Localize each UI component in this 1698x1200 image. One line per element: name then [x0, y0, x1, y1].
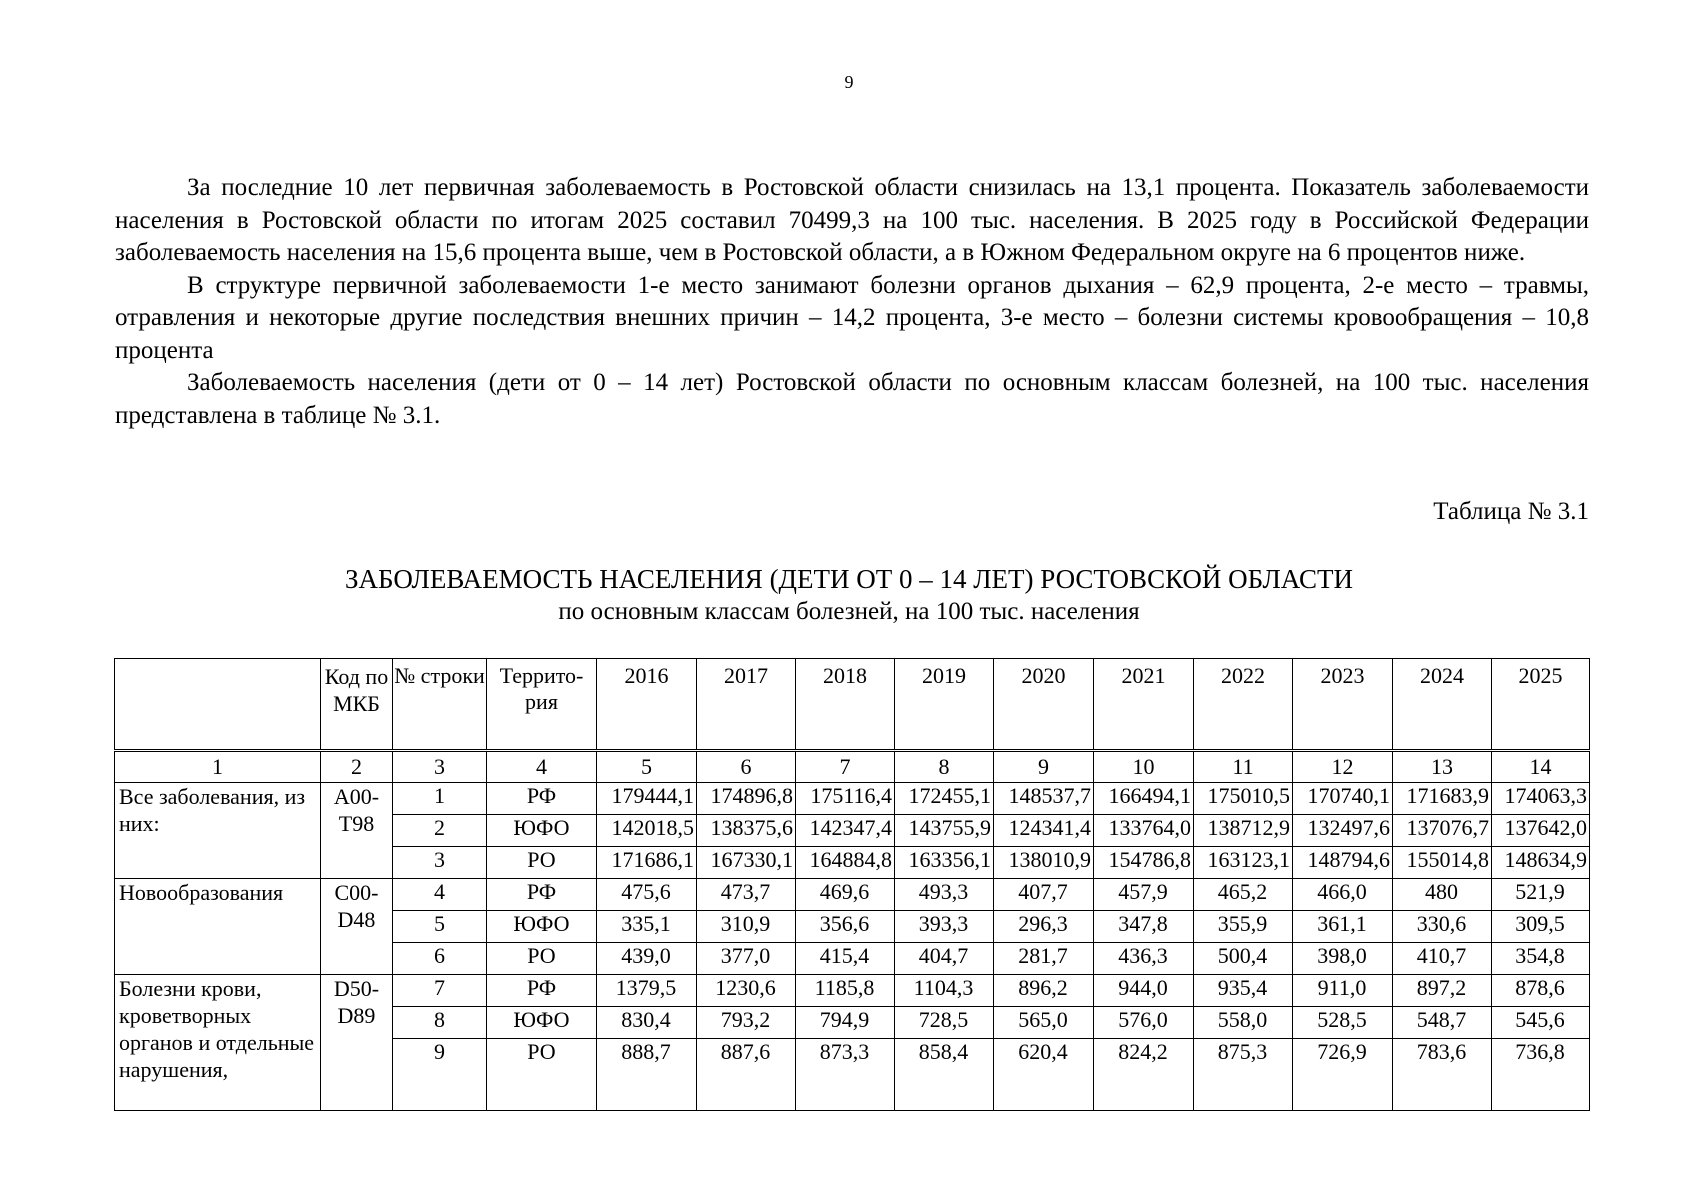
value-cell: 138010,9: [994, 847, 1094, 879]
value-cell: 154786,8: [1094, 847, 1194, 879]
row-number: 9: [393, 1039, 487, 1111]
value-cell: 783,6: [1393, 1039, 1492, 1111]
column-number: 9: [994, 751, 1094, 783]
icd-code: A00-T98: [321, 783, 393, 879]
header-cell: № строки: [393, 659, 487, 751]
value-cell: 500,4: [1194, 943, 1293, 975]
value-cell: 875,3: [1194, 1039, 1293, 1111]
value-cell: 137076,7: [1393, 815, 1492, 847]
value-cell: 335,1: [597, 911, 697, 943]
column-number: 12: [1293, 751, 1393, 783]
value-cell: 281,7: [994, 943, 1094, 975]
territory: РО: [487, 847, 597, 879]
value-cell: 565,0: [994, 1007, 1094, 1039]
value-cell: 143755,9: [895, 815, 994, 847]
value-cell: 465,2: [1194, 879, 1293, 911]
value-cell: 355,9: [1194, 911, 1293, 943]
value-cell: 545,6: [1492, 1007, 1590, 1039]
value-cell: 296,3: [994, 911, 1094, 943]
value-cell: 148634,9: [1492, 847, 1590, 879]
value-cell: 138375,6: [697, 815, 796, 847]
value-cell: 175116,4: [796, 783, 895, 815]
value-cell: 167330,1: [697, 847, 796, 879]
value-cell: 475,6: [597, 879, 697, 911]
value-cell: 137642,0: [1492, 815, 1590, 847]
icd-code: C00-D48: [321, 879, 393, 975]
value-cell: 528,5: [1293, 1007, 1393, 1039]
value-cell: 858,4: [895, 1039, 994, 1111]
table-body: [115, 783, 1590, 1111]
column-number: 10: [1094, 751, 1194, 783]
value-cell: 493,3: [895, 879, 994, 911]
value-cell: 728,5: [895, 1007, 994, 1039]
value-cell: 171686,1: [597, 847, 697, 879]
value-cell: 171683,9: [1393, 783, 1492, 815]
value-cell: 163123,1: [1194, 847, 1293, 879]
value-cell: 377,0: [697, 943, 796, 975]
territory: ЮФО: [487, 815, 597, 847]
header-cell: 2017: [697, 659, 796, 751]
column-number: 7: [796, 751, 895, 783]
value-cell: 164884,8: [796, 847, 895, 879]
value-cell: 830,4: [597, 1007, 697, 1039]
territory: ЮФО: [487, 911, 597, 943]
column-number: 11: [1194, 751, 1293, 783]
value-cell: 944,0: [1094, 975, 1194, 1007]
value-cell: 888,7: [597, 1039, 697, 1111]
value-cell: 911,0: [1293, 975, 1393, 1007]
value-cell: 457,9: [1094, 879, 1194, 911]
value-cell: 175010,5: [1194, 783, 1293, 815]
value-cell: 469,6: [796, 879, 895, 911]
value-cell: 155014,8: [1393, 847, 1492, 879]
column-number: 8: [895, 751, 994, 783]
value-cell: 142018,5: [597, 815, 697, 847]
column-number: 14: [1492, 751, 1590, 783]
body-text: [115, 172, 1589, 432]
column-number: 13: [1393, 751, 1492, 783]
table-row: [115, 783, 1590, 815]
row-number: 1: [393, 783, 487, 815]
value-cell: 887,6: [697, 1039, 796, 1111]
value-cell: 404,7: [895, 943, 994, 975]
column-number-row: [115, 751, 1590, 783]
column-number: 3: [393, 751, 487, 783]
row-number: 7: [393, 975, 487, 1007]
row-number: 5: [393, 911, 487, 943]
value-cell: 410,7: [1393, 943, 1492, 975]
header-cell: 2018: [796, 659, 895, 751]
value-cell: 935,4: [1194, 975, 1293, 1007]
value-cell: 576,0: [1094, 1007, 1194, 1039]
header-cell: [115, 659, 321, 751]
value-cell: 793,2: [697, 1007, 796, 1039]
table-row: [115, 879, 1590, 911]
value-cell: 163356,1: [895, 847, 994, 879]
value-cell: 473,7: [697, 879, 796, 911]
morbidity-table: [114, 658, 1590, 1111]
column-number: 2: [321, 751, 393, 783]
header-cell: Код по МКБ: [321, 659, 393, 751]
value-cell: 415,4: [796, 943, 895, 975]
value-cell: 330,6: [1393, 911, 1492, 943]
value-cell: 310,9: [697, 911, 796, 943]
header-cell: 2022: [1194, 659, 1293, 751]
row-number: 8: [393, 1007, 487, 1039]
value-cell: 1379,5: [597, 975, 697, 1007]
territory: РФ: [487, 783, 597, 815]
value-cell: 824,2: [1094, 1039, 1194, 1111]
header-cell: 2023: [1293, 659, 1393, 751]
value-cell: 1185,8: [796, 975, 895, 1007]
column-number: 6: [697, 751, 796, 783]
value-cell: 172455,1: [895, 783, 994, 815]
value-cell: 466,0: [1293, 879, 1393, 911]
column-number: 5: [597, 751, 697, 783]
header-cell: 2016: [597, 659, 697, 751]
territory: РФ: [487, 975, 597, 1007]
value-cell: 309,5: [1492, 911, 1590, 943]
value-cell: 736,8: [1492, 1039, 1590, 1111]
value-cell: 558,0: [1194, 1007, 1293, 1039]
value-cell: 439,0: [597, 943, 697, 975]
value-cell: 148537,7: [994, 783, 1094, 815]
row-number: 6: [393, 943, 487, 975]
paragraph: За последние 10 лет первичная заболеваемость в Ростовской области снизилась на 13,1 процента. Показатель заболеваемости населения в Ростовской области по итогам 2025 составил 70499,3 на 100 тыс. населения. В 2025 году в Российской Федерации заболеваемость населения на 15,6 процента выше, чем в Ростовской области, а в Южном Федеральном округе на 6 процентов ниже.: [115, 174, 1589, 266]
page-number: 9: [844, 72, 854, 92]
value-cell: 356,6: [796, 911, 895, 943]
header-cell: 2024: [1393, 659, 1492, 751]
disease-class-name: Болезни крови, кроветворных органов и отдельные нарушения,: [115, 975, 321, 1111]
table-caption: Таблица № 3.1: [1433, 498, 1589, 525]
value-cell: 347,8: [1094, 911, 1194, 943]
column-number: 1: [115, 751, 321, 783]
value-cell: 873,3: [796, 1039, 895, 1111]
value-cell: 142347,4: [796, 815, 895, 847]
value-cell: 138712,9: [1194, 815, 1293, 847]
row-number: 3: [393, 847, 487, 879]
value-cell: 174063,3: [1492, 783, 1590, 815]
value-cell: 1230,6: [697, 975, 796, 1007]
value-cell: 354,8: [1492, 943, 1590, 975]
row-number: 4: [393, 879, 487, 911]
value-cell: 548,7: [1393, 1007, 1492, 1039]
disease-class-name: Новообразования: [115, 879, 321, 975]
table-subtitle: по основным классам болезней, на 100 тыс. населения: [558, 598, 1140, 625]
territory: ЮФО: [487, 1007, 597, 1039]
value-cell: 436,3: [1094, 943, 1194, 975]
value-cell: 170740,1: [1293, 783, 1393, 815]
territory: РО: [487, 943, 597, 975]
row-number: 2: [393, 815, 487, 847]
value-cell: 361,1: [1293, 911, 1393, 943]
icd-code: D50-D89: [321, 975, 393, 1111]
value-cell: 132497,6: [1293, 815, 1393, 847]
paragraph: В структуре первичной заболеваемости 1-е место занимают болезни органов дыхания – 62,9 процента, 2-е место – травмы, отравления и некоторые другие последствия внешних причин – 14,2 процента, 3-е место – болезни системы кровообращения – 10,8 процента: [115, 271, 1589, 364]
column-number: 4: [487, 751, 597, 783]
value-cell: 480: [1393, 879, 1492, 911]
territory: РО: [487, 1039, 597, 1111]
header-row: [115, 659, 1590, 751]
value-cell: 133764,0: [1094, 815, 1194, 847]
value-cell: 1104,3: [895, 975, 994, 1007]
value-cell: 521,9: [1492, 879, 1590, 911]
value-cell: 897,2: [1393, 975, 1492, 1007]
value-cell: 407,7: [994, 879, 1094, 911]
value-cell: 148794,6: [1293, 847, 1393, 879]
value-cell: 166494,1: [1094, 783, 1194, 815]
value-cell: 393,3: [895, 911, 994, 943]
value-cell: 620,4: [994, 1039, 1094, 1111]
value-cell: 896,2: [994, 975, 1094, 1007]
value-cell: 794,9: [796, 1007, 895, 1039]
header-cell: 2025: [1492, 659, 1590, 751]
value-cell: 878,6: [1492, 975, 1590, 1007]
value-cell: 174896,8: [697, 783, 796, 815]
value-cell: 398,0: [1293, 943, 1393, 975]
header-cell: Террито-рия: [487, 659, 597, 751]
value-cell: 179444,1: [597, 783, 697, 815]
table-row: [115, 975, 1590, 1007]
paragraph: Заболеваемость населения (дети от 0 – 14 лет) Ростовской области по основным классам болезней, на 100 тыс. населения представлена в таблице № 3.1.: [115, 369, 1589, 429]
territory: РФ: [487, 879, 597, 911]
header-cell: 2021: [1094, 659, 1194, 751]
header-cell: 2020: [994, 659, 1094, 751]
table-title: ЗАБОЛЕВАЕМОСТЬ НАСЕЛЕНИЯ (ДЕТИ ОТ 0 – 14 ЛЕТ) РОСТОВСКОЙ ОБЛАСТИ: [345, 564, 1353, 594]
value-cell: 726,9: [1293, 1039, 1393, 1111]
header-cell: 2019: [895, 659, 994, 751]
disease-class-name: Все заболевания, из них:: [115, 783, 321, 879]
value-cell: 124341,4: [994, 815, 1094, 847]
